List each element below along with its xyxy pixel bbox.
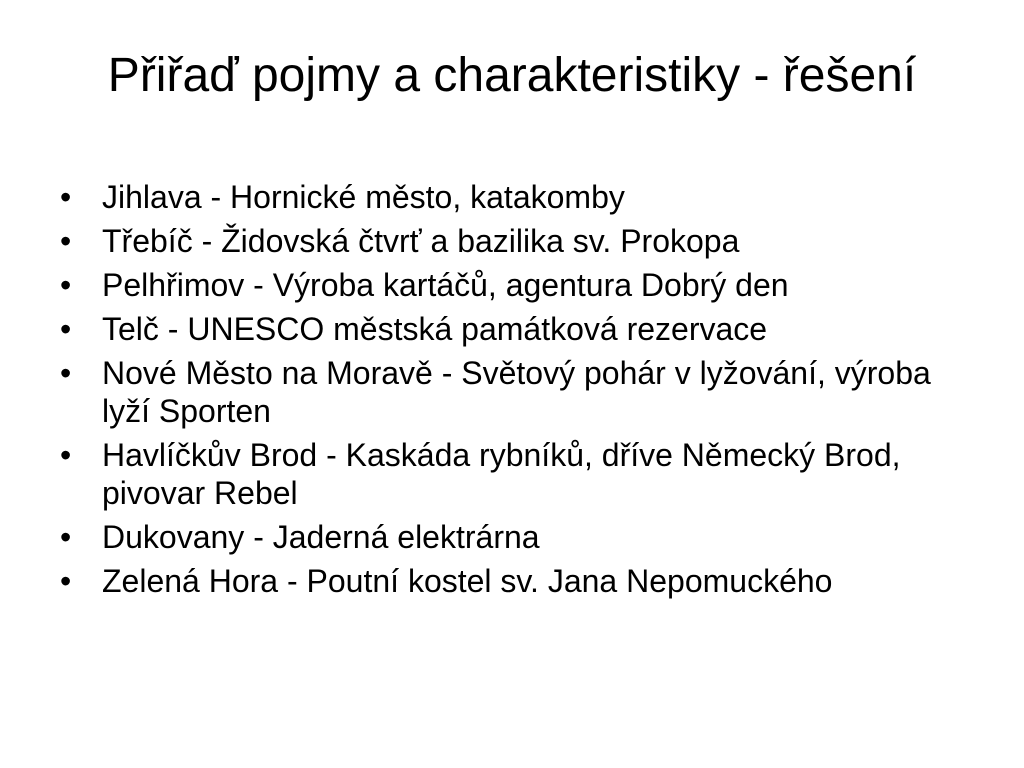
bullet-item-dukovany: [60, 518, 960, 556]
bullet-item-jihlava: [60, 178, 960, 216]
bullet-dot: •: [60, 519, 72, 555]
bullet-dot: •: [60, 437, 72, 473]
bullet-dot: •: [60, 267, 72, 303]
bullet-item-trebic: [60, 222, 960, 260]
bullet-text: Telč - UNESCO městská památková rezervace: [102, 311, 768, 347]
bullet-text: Jihlava - Hornické město, katakomby: [102, 179, 625, 215]
bullet-text: Pelhřimov - Výroba kartáčů, agentura Dobrý den: [102, 267, 789, 303]
bullet-dot: •: [60, 311, 72, 347]
bullet-item-nove-mesto: [60, 354, 960, 430]
bullet-dot: •: [60, 563, 72, 599]
slide-title: Přiřaď pojmy a charakteristiky - řešení: [107, 49, 917, 102]
bullet-dot: •: [60, 223, 72, 259]
bullet-text: Nové Město na Moravě - Světový pohár v lyžování, výroba lyží Sporten: [102, 355, 931, 429]
bullet-text: Třebíč - Židovská čtvrť a bazilika sv. Prokopa: [102, 223, 740, 259]
bullet-text: Havlíčkův Brod - Kaskáda rybníků, dříve Německý Brod, pivovar Rebel: [102, 437, 901, 511]
bullet-dot: •: [60, 355, 72, 391]
bullet-text: Zelená Hora - Poutní kostel sv. Jana Nepomuckého: [102, 563, 833, 599]
bullet-item-pelhrimov: [60, 266, 960, 304]
bullet-item-havlickuv-brod: [60, 436, 960, 512]
bullet-item-telc: [60, 310, 960, 348]
bullet-dot: •: [60, 179, 72, 215]
bullet-item-zelena-hora: [60, 562, 960, 600]
bullet-text: Dukovany - Jaderná elektrárna: [102, 519, 540, 555]
bullet-list: [60, 178, 960, 606]
